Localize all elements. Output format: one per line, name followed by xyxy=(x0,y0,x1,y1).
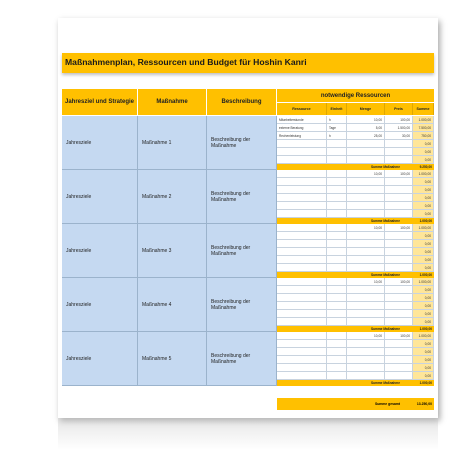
sum-cell[interactable]: 0,00 xyxy=(413,148,434,156)
sum-cell[interactable]: 1.000,00 xyxy=(413,332,434,340)
column-divider xyxy=(137,278,138,332)
price-cell[interactable] xyxy=(385,356,413,364)
quantity-cell[interactable]: 5,00 xyxy=(347,124,385,132)
block-sum-label: Summe Maßnahme xyxy=(370,327,400,331)
resource-name-cell[interactable] xyxy=(277,278,327,286)
quantity-cell[interactable]: 25,00 xyxy=(347,132,385,140)
unit-cell[interactable] xyxy=(327,318,347,326)
sum-cell[interactable]: 0,00 xyxy=(413,364,434,372)
unit-cell[interactable] xyxy=(327,148,347,156)
resource-row xyxy=(277,156,434,164)
resource-name-cell[interactable] xyxy=(277,232,327,240)
unit-cell[interactable] xyxy=(327,156,347,164)
column-divider xyxy=(206,278,207,332)
massnahme-cell: Maßnahme 2 xyxy=(142,194,172,200)
resource-name-cell[interactable] xyxy=(277,202,327,210)
resource-row xyxy=(277,372,434,380)
row-divider xyxy=(62,385,277,386)
quantity-cell[interactable] xyxy=(347,140,385,148)
price-cell[interactable] xyxy=(385,286,413,294)
jahresziel-cell: Jahresziele xyxy=(66,302,92,308)
subheader-preis: Preis xyxy=(385,103,413,115)
resource-row xyxy=(277,286,434,294)
sum-cell[interactable]: 0,00 xyxy=(413,140,434,148)
sum-cell[interactable]: 1.000,00 xyxy=(413,224,434,232)
resource-row xyxy=(277,132,434,140)
resource-name-cell[interactable] xyxy=(277,302,327,310)
quantity-cell[interactable] xyxy=(347,148,385,156)
quantity-cell[interactable]: 10,00 xyxy=(347,170,385,178)
beschreibung-cell: Beschreibung der Maßnahme xyxy=(211,299,251,311)
massnahme-cell: Maßnahme 4 xyxy=(142,302,172,308)
block-sum-row xyxy=(277,380,434,386)
sum-cell[interactable]: 0,00 xyxy=(413,210,434,218)
resource-row xyxy=(277,248,434,256)
block-sum-value: 1.000,00 xyxy=(419,219,432,223)
beschreibung-cell: Beschreibung der Maßnahme xyxy=(211,245,251,257)
sum-cell[interactable]: 0,00 xyxy=(413,302,434,310)
resource-name-cell[interactable] xyxy=(277,310,327,318)
massnahme-cell: Maßnahme 1 xyxy=(142,140,172,146)
resource-name-cell[interactable] xyxy=(277,286,327,294)
beschreibung-cell: Beschreibung der Maßnahme xyxy=(211,191,251,203)
price-cell[interactable] xyxy=(385,310,413,318)
resource-row xyxy=(277,178,434,186)
sum-cell[interactable]: 0,00 xyxy=(413,340,434,348)
header-ressourcen: notwendige Ressourcen xyxy=(277,89,434,102)
grand-total-label: Summe gesamt xyxy=(374,402,400,406)
price-cell[interactable] xyxy=(385,194,413,202)
unit-cell[interactable]: h xyxy=(327,116,347,124)
resource-row xyxy=(277,186,434,194)
subheader-summe: Summe xyxy=(413,103,434,115)
quantity-cell[interactable] xyxy=(347,348,385,356)
price-cell[interactable]: 100,00 xyxy=(385,224,413,232)
price-cell[interactable] xyxy=(385,140,413,148)
sum-cell[interactable]: 750,00 xyxy=(413,132,434,140)
column-divider xyxy=(137,332,138,386)
jahresziel-cell: Jahresziele xyxy=(66,356,92,362)
price-cell[interactable] xyxy=(385,364,413,372)
quantity-cell[interactable] xyxy=(347,202,385,210)
column-divider xyxy=(206,170,207,224)
beschreibung-cell: Beschreibung der Maßnahme xyxy=(211,137,251,149)
unit-cell[interactable] xyxy=(327,348,347,356)
sum-cell[interactable]: 0,00 xyxy=(413,294,434,302)
resource-name-cell[interactable] xyxy=(277,148,327,156)
quantity-cell[interactable]: 10,00 xyxy=(347,332,385,340)
block-sum-label: Summe Maßnahme xyxy=(370,219,400,223)
price-cell[interactable] xyxy=(385,248,413,256)
resource-name-cell[interactable] xyxy=(277,372,327,380)
sum-cell[interactable]: 0,00 xyxy=(413,240,434,248)
resource-name-cell[interactable] xyxy=(277,224,327,232)
resource-name-cell[interactable] xyxy=(277,248,327,256)
resource-name-cell[interactable] xyxy=(277,186,327,194)
price-cell[interactable] xyxy=(385,156,413,164)
quantity-cell[interactable] xyxy=(347,318,385,326)
sum-cell[interactable]: 1.000,00 xyxy=(413,278,434,286)
resource-name-cell[interactable] xyxy=(277,170,327,178)
price-cell[interactable] xyxy=(385,178,413,186)
resource-name-cell[interactable] xyxy=(277,140,327,148)
resource-row xyxy=(277,170,434,178)
resource-row xyxy=(277,116,434,124)
quantity-cell[interactable] xyxy=(347,294,385,302)
resource-name-cell[interactable] xyxy=(277,210,327,218)
resource-row xyxy=(277,356,434,364)
unit-cell[interactable] xyxy=(327,356,347,364)
jahresziel-cell: Jahresziele xyxy=(66,248,92,254)
unit-cell[interactable] xyxy=(327,310,347,318)
resource-name-cell[interactable] xyxy=(277,356,327,364)
sum-cell[interactable]: 0,00 xyxy=(413,318,434,326)
resource-row xyxy=(277,340,434,348)
quantity-cell[interactable] xyxy=(347,178,385,186)
resource-row xyxy=(277,348,434,356)
resource-row xyxy=(277,148,434,156)
price-cell[interactable]: 100,00 xyxy=(385,278,413,286)
quantity-cell[interactable] xyxy=(347,194,385,202)
price-cell[interactable] xyxy=(385,264,413,272)
sum-cell[interactable]: 0,00 xyxy=(413,156,434,164)
unit-cell[interactable] xyxy=(327,264,347,272)
resource-name-cell[interactable] xyxy=(277,264,327,272)
page-title: Maßnahmenplan, Ressourcen und Budget für Hoshin Kanri xyxy=(65,57,307,67)
sum-cell[interactable]: 0,00 xyxy=(413,264,434,272)
price-cell[interactable]: 30,00 xyxy=(385,132,413,140)
sum-cell[interactable]: 0,00 xyxy=(413,194,434,202)
resource-name-cell[interactable] xyxy=(277,240,327,248)
quantity-cell[interactable] xyxy=(347,240,385,248)
price-cell[interactable] xyxy=(385,240,413,248)
resource-subheader xyxy=(277,103,434,115)
block-sum-value: 9.250,00 xyxy=(419,165,432,169)
header-massnahme: Maßnahme xyxy=(138,89,206,115)
block-sum-label: Summe Maßnahme xyxy=(370,381,400,385)
jahresziel-cell: Jahresziele xyxy=(66,194,92,200)
unit-cell[interactable] xyxy=(327,224,347,232)
resource-name-cell[interactable]: Mitarbeiterstunde xyxy=(277,116,327,124)
sum-cell[interactable]: 0,00 xyxy=(413,202,434,210)
quantity-cell[interactable] xyxy=(347,364,385,372)
price-cell[interactable] xyxy=(385,202,413,210)
block-sum-value: 1.000,00 xyxy=(419,381,432,385)
resource-name-cell[interactable] xyxy=(277,340,327,348)
unit-cell[interactable] xyxy=(327,340,347,348)
grand-total-value: 13.250,00 xyxy=(416,402,432,406)
quantity-cell[interactable]: 10,00 xyxy=(347,116,385,124)
resource-row xyxy=(277,140,434,148)
unit-cell[interactable] xyxy=(327,256,347,264)
sum-cell[interactable]: 7.500,00 xyxy=(413,124,434,132)
sum-cell[interactable]: 0,00 xyxy=(413,248,434,256)
quantity-cell[interactable] xyxy=(347,210,385,218)
quantity-cell[interactable] xyxy=(347,356,385,364)
resource-row xyxy=(277,202,434,210)
resource-row xyxy=(277,294,434,302)
column-divider xyxy=(137,224,138,278)
resource-row xyxy=(277,278,434,286)
price-cell[interactable] xyxy=(385,210,413,218)
unit-cell[interactable] xyxy=(327,332,347,340)
quantity-cell[interactable] xyxy=(347,248,385,256)
sum-cell[interactable]: 0,00 xyxy=(413,232,434,240)
price-cell[interactable] xyxy=(385,348,413,356)
quantity-cell[interactable] xyxy=(347,286,385,294)
price-cell[interactable] xyxy=(385,148,413,156)
sum-cell[interactable]: 0,00 xyxy=(413,186,434,194)
unit-cell[interactable]: h xyxy=(327,132,347,140)
resource-name-cell[interactable] xyxy=(277,318,327,326)
quantity-cell[interactable] xyxy=(347,372,385,380)
unit-cell[interactable] xyxy=(327,202,347,210)
price-cell[interactable] xyxy=(385,294,413,302)
resource-name-cell[interactable] xyxy=(277,294,327,302)
block-sum-label: Summe Maßnahme xyxy=(370,165,400,169)
unit-cell[interactable] xyxy=(327,170,347,178)
resource-name-cell[interactable] xyxy=(277,156,327,164)
massnahme-cell: Maßnahme 3 xyxy=(142,248,172,254)
quantity-cell[interactable] xyxy=(347,186,385,194)
column-divider xyxy=(137,116,138,170)
unit-cell[interactable] xyxy=(327,210,347,218)
resource-row xyxy=(277,310,434,318)
resource-name-cell[interactable] xyxy=(277,194,327,202)
resource-name-cell[interactable] xyxy=(277,178,327,186)
quantity-cell[interactable]: 10,00 xyxy=(347,278,385,286)
resource-row xyxy=(277,256,434,264)
resource-row xyxy=(277,318,434,326)
sum-cell[interactable]: 0,00 xyxy=(413,310,434,318)
unit-cell[interactable] xyxy=(327,178,347,186)
column-divider xyxy=(206,116,207,170)
resource-name-cell[interactable] xyxy=(277,364,327,372)
unit-cell[interactable] xyxy=(327,302,347,310)
resource-row xyxy=(277,264,434,272)
resource-row xyxy=(277,232,434,240)
price-cell[interactable] xyxy=(385,372,413,380)
resource-name-cell[interactable] xyxy=(277,348,327,356)
price-cell[interactable] xyxy=(385,232,413,240)
price-cell[interactable] xyxy=(385,302,413,310)
massnahme-cell: Maßnahme 5 xyxy=(142,356,172,362)
price-cell[interactable]: 1.500,00 xyxy=(385,124,413,132)
price-cell[interactable] xyxy=(385,186,413,194)
quantity-cell[interactable] xyxy=(347,310,385,318)
unit-cell[interactable] xyxy=(327,278,347,286)
resource-row xyxy=(277,124,434,132)
unit-cell[interactable] xyxy=(327,186,347,194)
price-cell[interactable]: 100,00 xyxy=(385,170,413,178)
sum-cell[interactable]: 0,00 xyxy=(413,178,434,186)
unit-cell[interactable] xyxy=(327,240,347,248)
price-cell[interactable]: 100,00 xyxy=(385,332,413,340)
price-cell[interactable] xyxy=(385,340,413,348)
block-sum-value: 1.000,00 xyxy=(419,327,432,331)
title-bar xyxy=(62,53,434,73)
price-cell[interactable] xyxy=(385,256,413,264)
column-divider xyxy=(206,332,207,386)
column-divider xyxy=(206,224,207,278)
resource-row xyxy=(277,332,434,340)
price-cell[interactable] xyxy=(385,318,413,326)
resource-row xyxy=(277,302,434,310)
quantity-cell[interactable] xyxy=(347,156,385,164)
column-divider xyxy=(137,170,138,224)
beschreibung-cell: Beschreibung der Maßnahme xyxy=(211,353,251,365)
resource-name-cell[interactable]: externe Beratung xyxy=(277,124,327,132)
resource-name-cell[interactable] xyxy=(277,256,327,264)
quantity-cell[interactable] xyxy=(347,232,385,240)
quantity-cell[interactable]: 10,00 xyxy=(347,224,385,232)
sum-cell[interactable]: 0,00 xyxy=(413,372,434,380)
quantity-cell[interactable] xyxy=(347,264,385,272)
resource-name-cell[interactable]: Rechenleistung xyxy=(277,132,327,140)
quantity-cell[interactable] xyxy=(347,256,385,264)
subheader-menge: Menge xyxy=(347,103,385,115)
unit-cell[interactable]: Tage xyxy=(327,124,347,132)
unit-cell[interactable] xyxy=(327,140,347,148)
resource-row xyxy=(277,364,434,372)
unit-cell[interactable] xyxy=(327,194,347,202)
subheader-ressource: Ressource xyxy=(277,103,327,115)
unit-cell[interactable] xyxy=(327,294,347,302)
resource-row xyxy=(277,224,434,232)
resource-row xyxy=(277,210,434,218)
resource-name-cell[interactable] xyxy=(277,332,327,340)
sum-cell[interactable]: 0,00 xyxy=(413,356,434,364)
quantity-cell[interactable] xyxy=(347,340,385,348)
sum-cell[interactable]: 0,00 xyxy=(413,348,434,356)
sum-cell[interactable]: 0,00 xyxy=(413,286,434,294)
quantity-cell[interactable] xyxy=(347,302,385,310)
page-reflection xyxy=(58,418,438,450)
resource-row xyxy=(277,240,434,248)
header-beschreibung: Beschreibung xyxy=(207,89,276,115)
grand-total-row xyxy=(277,398,434,410)
unit-cell[interactable] xyxy=(327,232,347,240)
unit-cell[interactable] xyxy=(327,286,347,294)
unit-cell[interactable] xyxy=(327,364,347,372)
sum-cell[interactable]: 0,00 xyxy=(413,256,434,264)
unit-cell[interactable] xyxy=(327,248,347,256)
unit-cell[interactable] xyxy=(327,372,347,380)
header-jahresziel: Jahresziel und Strategie xyxy=(62,89,137,115)
block-sum-value: 1.000,00 xyxy=(419,273,432,277)
resource-row xyxy=(277,194,434,202)
price-cell[interactable]: 100,00 xyxy=(385,116,413,124)
jahresziel-cell: Jahresziele xyxy=(66,140,92,146)
sum-cell[interactable]: 1.000,00 xyxy=(413,116,434,124)
block-sum-label: Summe Maßnahme xyxy=(370,273,400,277)
spreadsheet-page xyxy=(58,18,438,418)
sum-cell[interactable]: 1.000,00 xyxy=(413,170,434,178)
subheader-einheit: Einheit xyxy=(327,103,347,115)
